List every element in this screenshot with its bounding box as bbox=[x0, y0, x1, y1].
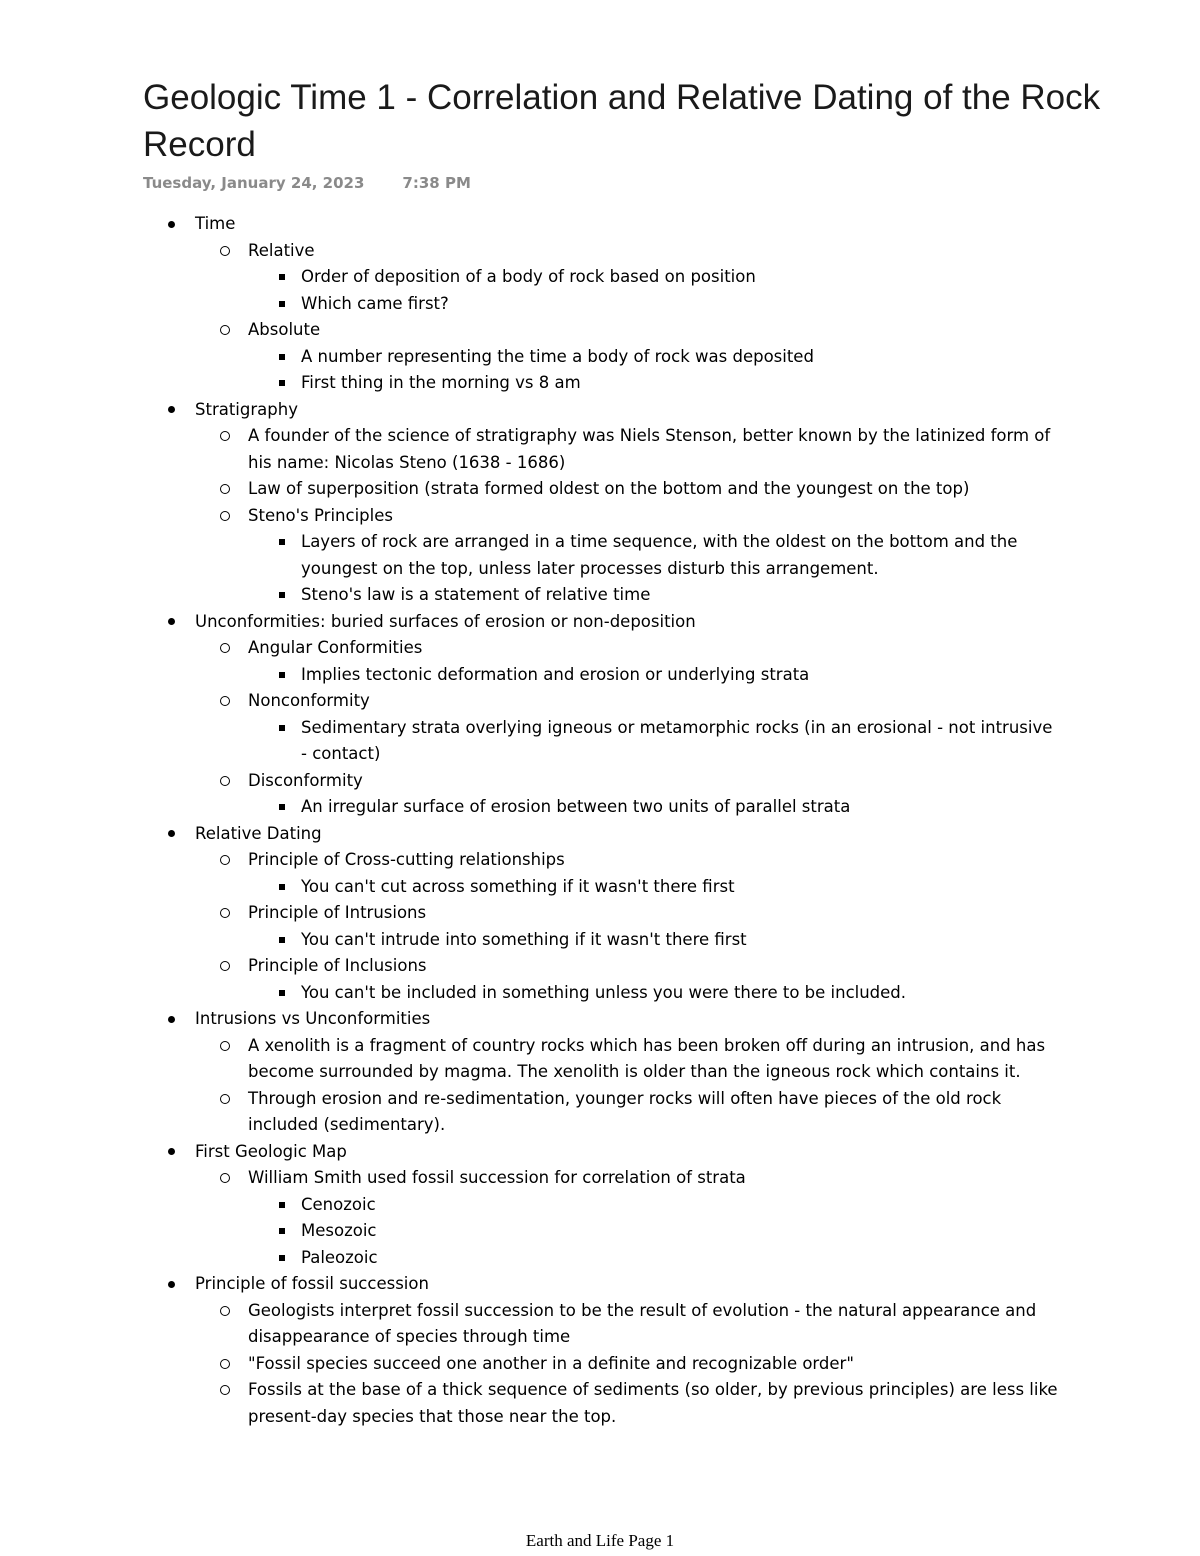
circle-bullet-icon bbox=[220, 688, 230, 715]
outline-item-level-3 bbox=[0, 874, 1200, 901]
outline-item-level-2 bbox=[0, 900, 1200, 927]
circle-bullet-icon bbox=[220, 423, 230, 450]
page-title: Geologic Time 1 - Correlation and Relative Dating of the Rock Record bbox=[143, 78, 1101, 164]
outline-item-text: Disconformity bbox=[248, 770, 363, 790]
page-timestamp bbox=[143, 174, 471, 192]
outline-item-level-2 bbox=[0, 1377, 1058, 1430]
outline-item-text: Stratigraphy bbox=[195, 399, 298, 419]
square-bullet-icon bbox=[279, 927, 285, 954]
circle-bullet-icon bbox=[220, 635, 230, 662]
outline-item-level-2 bbox=[0, 953, 1200, 980]
outline-item-level-2 bbox=[0, 635, 1200, 662]
circle-bullet-icon bbox=[220, 1298, 230, 1325]
square-bullet-icon bbox=[279, 370, 285, 397]
outline-item-text: Principle of fossil succession bbox=[195, 1274, 429, 1293]
outline-item-text: First thing in the morning vs 8 am bbox=[301, 373, 581, 392]
outline-item-level-2 bbox=[0, 317, 1200, 344]
square-bullet-icon bbox=[279, 715, 285, 742]
outline-item-level-2 bbox=[0, 1033, 1058, 1086]
outline-item-level-3 bbox=[0, 1192, 1200, 1219]
circle-bullet-icon bbox=[220, 900, 230, 927]
circle-bullet-icon bbox=[220, 1377, 230, 1404]
outline-item-text: A founder of the science of stratigraphy was Niels Stenson, better known by the latinized form of his name: Nicolas Steno (1638 - 1686) bbox=[248, 426, 1051, 472]
square-bullet-icon bbox=[279, 874, 285, 901]
outline-item-text: You can't be included in something unless you were there to be included. bbox=[301, 982, 907, 1002]
outline-item-level-1 bbox=[0, 609, 1200, 636]
outline-item-text: Principle of Inclusions bbox=[248, 956, 427, 975]
outline-item-text: Fossils at the base of a thick sequence of sediments (so older, by previous principles) are less like present-day species that those near the top. bbox=[248, 1380, 1058, 1426]
outline-item-text: William Smith used fossil succession for correlation of strata bbox=[248, 1168, 746, 1187]
outline-item-level-2 bbox=[0, 1298, 1058, 1351]
outline-item-level-2 bbox=[0, 768, 1200, 795]
disc-bullet-icon bbox=[168, 397, 175, 424]
outline-item-level-3 bbox=[0, 794, 1200, 821]
circle-bullet-icon bbox=[220, 1033, 230, 1060]
outline-item-level-2 bbox=[0, 1351, 1200, 1378]
outline-item-text: Order of deposition of a body of rock based on position bbox=[301, 267, 756, 286]
outline-item-level-3 bbox=[0, 344, 1200, 371]
outline-item-level-3 bbox=[0, 291, 1200, 318]
outline-item-text: Layers of rock are arranged in a time sequence, with the oldest on the bottom and the youngest on the top, unless later processes disturb this arrangement. bbox=[301, 532, 1018, 578]
notes-outline bbox=[0, 211, 1200, 1430]
outline-item-text: You can't intrude into something if it wasn't there first bbox=[301, 929, 747, 949]
square-bullet-icon bbox=[279, 980, 285, 1007]
square-bullet-icon bbox=[279, 344, 285, 371]
disc-bullet-icon bbox=[168, 1006, 175, 1033]
square-bullet-icon bbox=[279, 1218, 285, 1245]
circle-bullet-icon bbox=[220, 1165, 230, 1192]
circle-bullet-icon bbox=[220, 238, 230, 265]
outline-item-level-2 bbox=[0, 503, 1200, 530]
page-footer: Earth and Life Page 1 bbox=[525, 1531, 675, 1550]
outline-item-level-2 bbox=[0, 847, 1200, 874]
circle-bullet-icon bbox=[220, 476, 230, 503]
outline-item-text: Mesozoic bbox=[301, 1221, 377, 1240]
outline-item-text: Relative bbox=[248, 240, 315, 260]
outline-item-level-1 bbox=[0, 397, 1200, 424]
circle-bullet-icon bbox=[220, 768, 230, 795]
outline-item-level-3 bbox=[0, 1245, 1200, 1272]
disc-bullet-icon bbox=[168, 1139, 175, 1166]
square-bullet-icon bbox=[279, 662, 285, 689]
outline-item-level-3 bbox=[0, 529, 1061, 582]
outline-item-text: Time bbox=[195, 214, 236, 233]
circle-bullet-icon bbox=[220, 1086, 230, 1113]
outline-item-text: Angular Conformities bbox=[248, 638, 423, 657]
outline-item-level-2 bbox=[0, 1086, 1058, 1139]
outline-item-text: Absolute bbox=[248, 320, 321, 339]
outline-item-text: You can't cut across something if it wasn't there first bbox=[301, 876, 735, 896]
disc-bullet-icon bbox=[168, 211, 175, 238]
outline-item-text: Nonconformity bbox=[248, 691, 370, 710]
outline-item-level-3 bbox=[0, 582, 1200, 609]
square-bullet-icon bbox=[279, 582, 285, 609]
outline-item-text: "Fossil species succeed one another in a definite and recognizable order" bbox=[248, 1353, 854, 1373]
square-bullet-icon bbox=[279, 794, 285, 821]
outline-item-text: Paleozoic bbox=[301, 1247, 378, 1267]
outline-item-level-2 bbox=[0, 238, 1200, 265]
square-bullet-icon bbox=[279, 291, 285, 318]
page-time: 7:38 PM bbox=[402, 174, 471, 192]
outline-item-level-1 bbox=[0, 1139, 1200, 1166]
outline-item-text: Steno's law is a statement of relative time bbox=[301, 585, 651, 604]
outline-item-text: Steno's Principles bbox=[248, 505, 393, 525]
outline-item-level-1 bbox=[0, 1271, 1200, 1298]
outline-item-text: Intrusions vs Unconformities bbox=[195, 1009, 431, 1028]
outline-item-level-1 bbox=[0, 821, 1200, 848]
outline-item-text: Sedimentary strata overlying igneous or metamorphic rocks (in an erosional - not intrusive - contact) bbox=[301, 717, 1053, 763]
outline-item-text: Principle of Intrusions bbox=[248, 903, 427, 922]
outline-item-level-3 bbox=[0, 1218, 1200, 1245]
outline-item-text: First Geologic Map bbox=[195, 1141, 347, 1161]
disc-bullet-icon bbox=[168, 1271, 175, 1298]
outline-item-text: Geologists interpret fossil succession to be the result of evolution - the natural appearance and disappearance of species through time bbox=[248, 1300, 1037, 1346]
outline-item-text: Cenozoic bbox=[301, 1194, 376, 1214]
circle-bullet-icon bbox=[220, 847, 230, 874]
circle-bullet-icon bbox=[220, 1351, 230, 1378]
outline-item-text: Relative Dating bbox=[195, 823, 322, 843]
outline-item-text: A number representing the time a body of rock was deposited bbox=[301, 346, 814, 366]
outline-item-text: An irregular surface of erosion between two units of parallel strata bbox=[301, 797, 851, 816]
circle-bullet-icon bbox=[220, 503, 230, 530]
outline-item-level-2 bbox=[0, 688, 1200, 715]
page-date: Tuesday, January 24, 2023 bbox=[143, 174, 365, 192]
outline-item-text: Which came first? bbox=[301, 293, 449, 313]
disc-bullet-icon bbox=[168, 609, 175, 636]
outline-item-text: Implies tectonic deformation and erosion or underlying strata bbox=[301, 664, 810, 684]
outline-item-level-3 bbox=[0, 927, 1200, 954]
outline-item-level-2 bbox=[0, 1165, 1200, 1192]
disc-bullet-icon bbox=[168, 821, 175, 848]
square-bullet-icon bbox=[279, 264, 285, 291]
circle-bullet-icon bbox=[220, 317, 230, 344]
outline-item-level-3 bbox=[0, 715, 1061, 768]
outline-item-text: Principle of Cross-cutting relationships bbox=[248, 850, 565, 869]
outline-item-level-1 bbox=[0, 211, 1200, 238]
outline-item-text: A xenolith is a fragment of country rocks which has been broken off during an intrusion, and has become surrounded by magma. The xenolith is older than the igneous rock which contains it. bbox=[248, 1035, 1046, 1081]
square-bullet-icon bbox=[279, 529, 285, 556]
outline-item-level-3 bbox=[0, 264, 1200, 291]
outline-item-level-2 bbox=[0, 423, 1058, 476]
outline-item-level-3 bbox=[0, 370, 1200, 397]
outline-item-text: Law of superposition (strata formed oldest on the bottom and the youngest on the top) bbox=[248, 479, 970, 498]
outline-item-level-1 bbox=[0, 1006, 1200, 1033]
outline-item-level-3 bbox=[0, 662, 1200, 689]
outline-item-text: Through erosion and re-sedimentation, younger rocks will often have pieces of the old rock included (sedimentary). bbox=[248, 1088, 1002, 1134]
square-bullet-icon bbox=[279, 1192, 285, 1219]
outline-item-text: Unconformities: buried surfaces of erosion or non-deposition bbox=[195, 611, 696, 631]
circle-bullet-icon bbox=[220, 953, 230, 980]
square-bullet-icon bbox=[279, 1245, 285, 1272]
outline-item-level-3 bbox=[0, 980, 1200, 1007]
outline-item-level-2 bbox=[0, 476, 1200, 503]
